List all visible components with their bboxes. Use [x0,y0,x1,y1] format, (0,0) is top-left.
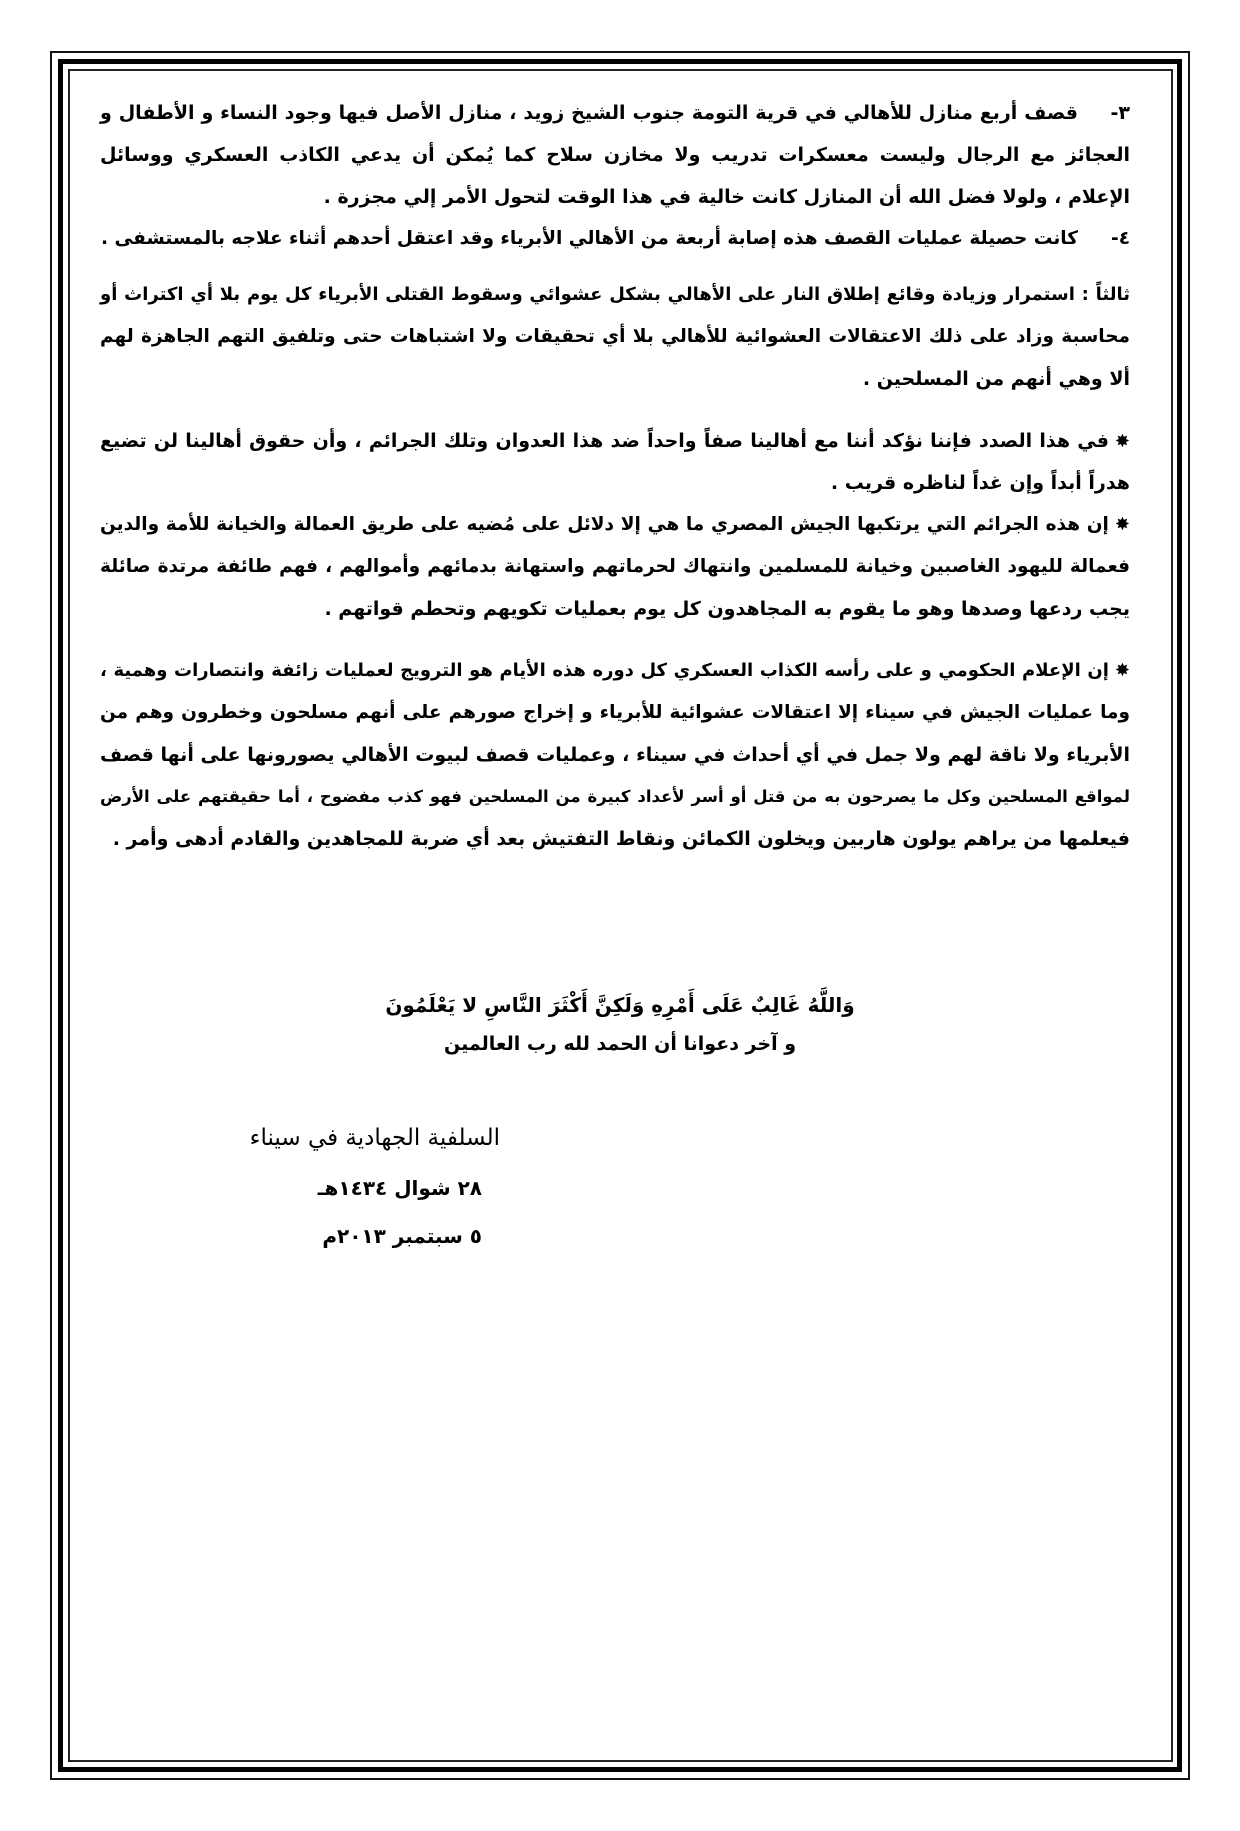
organization-name: السلفية الجهادية في سيناء [249,1125,500,1151]
numbered-item-3 [100,92,1130,218]
section-third [100,274,1130,400]
star-bullet-icon: ✸ [1114,431,1130,452]
text-line: ألا وهي أنهم من المسلحين . [862,368,1130,390]
item-number: ٤- [1111,228,1130,249]
text-line: العجائز مع الرجال وليست معسكرات تدريب ولا مخازن سلاح كما يُمكن أن يدعي الكاذب العسكري ووسائل [100,144,1130,166]
text-line: فيعلمها من يراهم يولون هاربين ويخلون الكمائن ونقاط التفتيش بعد أي ضربة للمجاهدين والقادم أدهى وأمر . [112,828,1130,850]
numbered-item-4 [100,218,1130,260]
closing-section [0,985,1240,1063]
text-line: الإعلام ، ولولا فضل الله أن المنازل كانت خالية في هذا الوقت لتحول الأمر إلي مجزرة . [323,186,1130,208]
text-line: محاسبة وزاد على ذلك الاعتقالات العشوائية للأهالي بلا أي تحقيقات ولا اشتباهات حتى وتلفيق التهم الجاهزة لهم [100,326,1130,347]
bullet-paragraph-2 [100,504,1130,630]
text-line: ✸إن الإعلام الحكومي و على رأسه الكذاب العسكري كل دوره هذه الأيام هو الترويج لعمليات زائفة وانتصارات وهمية ، [100,660,1130,681]
text-line: ٤-كانت حصيلة عمليات القصف هذه إصابة أربعة من الأهالي الأبرياء وقد اعتقل أحدهم أثناء علاجه بالمستشفى . [100,218,1130,260]
text-line: يجب ردعها وصدها وهو ما يقوم به المجاهدون كل يوم بعمليات تكويهم وتحطم قواتهم . [324,598,1130,620]
text-line: لمواقع المسلحين وكل ما يصرحون به من قتل أو أسر لأعداد كبيرة من المسلحين فهو كذب مفضوح ، أما حقيقتهم على الأرض [100,787,1130,806]
text-line: وما عمليات الجيش في سيناء إلا اعتقالات عشوائية للأبرياء و إخراج صورهم على أنهم مسلحون وخطرون وهم من [100,702,1130,723]
text-line: هدراً أبداً وإن غداً لناظره قريب . [830,472,1130,494]
star-bullet-icon: ✸ [1114,514,1130,535]
hijri-date: ٢٨ شوال ١٤٣٤هـ [317,1176,482,1200]
star-bullet-icon: ✸ [1114,660,1130,681]
text-line: ٣-قصف أربع منازل للأهالي في قرية التومة جنوب الشيخ زويد ، منازل الأصل فيها وجود النساء و الأطفال و [100,92,1130,134]
quran-verse: وَاللَّهُ غَالِبٌ عَلَى أَمْرِهِ وَلَكِنَّ أَكْثَرَ النَّاسِ لا يَعْلَمُونَ [385,993,855,1017]
bullet-paragraph-3 [100,650,1130,860]
text-line: ✸إن هذه الجرائم التي يرتكبها الجيش المصري ما هي إلا دلائل على مُضيه على طريق العمالة والخيانة للأمة والدين [100,514,1130,535]
document-body [100,92,1130,860]
text-line: ✸في هذا الصدد فإننا نؤكد أننا مع أهالينا صفاً واحداً ضد هذا العدوان وتلك الجرائم ، وأن حقوق أهالينا لن تضيع [100,430,1130,452]
text-line: الأبرياء ولا ناقة لهم ولا جمل في أي أحداث في سيناء ، وعمليات قصف لبيوت الأهالي يصورونها على أنها قصف [100,744,1130,766]
text-line: فعمالة لليهود الغاصبين وخيانة للمسلمين وانتهاك لحرماتهم واستهانة بدمائهم وأموالهم ، فهم طائفة مرتدة صائلة [100,556,1130,577]
gregorian-date: ٥ سبتمبر ٢٠١٣م [322,1224,482,1248]
bullet-paragraph-1 [100,420,1130,504]
text-line: ثالثاً : استمرار وزيادة وقائع إطلاق النار على الأهالي بشكل عشوائي وسقوط القتلى الأبرياء كل يوم بلا أي اكتراث أو [100,284,1130,305]
closing-dua: و آخر دعوانا أن الحمد لله رب العالمين [443,1033,797,1055]
signature-block [250,1112,500,1260]
item-number: ٣- [1110,102,1130,124]
